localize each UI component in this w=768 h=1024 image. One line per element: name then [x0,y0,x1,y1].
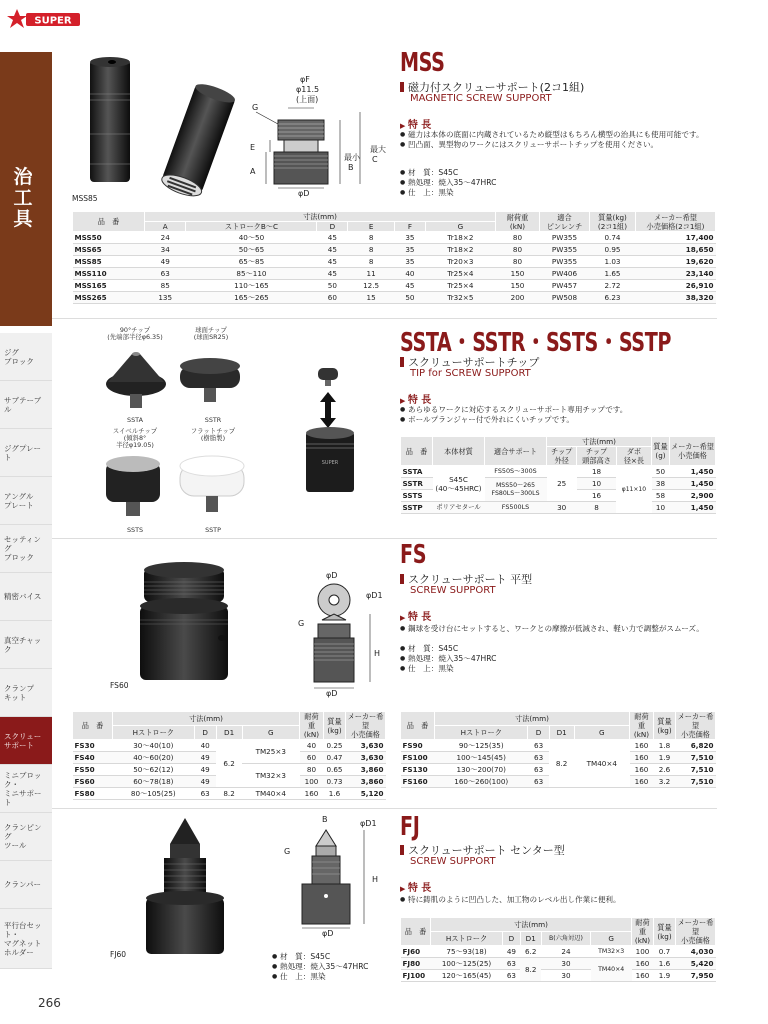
page-number: 266 [38,996,61,1010]
sidebar-item-label: 精密バイス [4,592,42,601]
ssts-top-caption: スイベルチップ (傾斜8° 半径φ19.05) [112,427,158,449]
category-tab [0,52,52,326]
table-row: FS160 160～260(100) 63 160 3.2 7,510 [402,777,714,786]
sidebar-nav [0,333,52,969]
svg-text:φD1: φD1 [366,591,383,600]
fs-product-photo [130,560,240,690]
mss-table: 品 番 寸法(mm) 耐荷重 (kN) 適合 ピンレンチ 質量(kg) (2コ1組) メーカー希望 小売価格(2コ1組) A ストロークB～C D E F G MSS50 24 40～50 45 8 35 Tr18×2 80 PW355 0.74 17,400 MSS65 34 50～65 45 8 35 Tr18×2 80 PW355 0.95 18,650 MSS85 49 65～85 45 8 35 Tr20×3 80 PW355 1.03 19,620 MSS110 63 85～110 45 11 40 Tr25×4 150 PW406 1.65 23,140 MSS165 85 110～165 50 12.5 45 Tr25×4 150 PW457 2.72 26,910 MSS265 135 165～265 60 15 50 Tr32×5 200 PW508 6.23 38,320 [74,212,714,302]
tip-assembly-photo [300,362,370,502]
fs-table-left: 品 番 寸法(mm) 耐荷重 (kN) 質量 (kg) メーカー希望 小売価格 Hストローク D D1 G FS30 30～40(10) 40 6.2 TM25×3 40 0.25 3,630 FS40 40～60(20) 49 60 0.47 3,630 FS50 50～62(12) 49 TM32×3 80 0.65 3,860 FS60 60～78(18) 49 100 0.73 3,860 FS80 80～105(25) 63 8.2 TM40×4 160 1.6 5,120 [74,712,384,798]
svg-text:H: H [372,875,379,884]
table-row: MSS65 34 50～65 45 8 35 Tr18×2 80 PW355 0.95 18,650 [74,245,714,254]
ssta-subtitle-en: TIP for SCREW SUPPORT [410,368,531,379]
sidebar-item-label: クランピング ツール [4,823,42,850]
sstp-top-caption: フラットチップ (樹脂製) [190,427,236,442]
fs-photo-label: FS60 [110,681,129,690]
ssts-sstp-photo [96,454,256,526]
svg-text:φD: φD [298,189,310,198]
category-title: 治工具 [13,166,33,230]
sidebar-item-2[interactable] [0,429,52,477]
list-item: ● 凹凸面、異型物のワークにはスクリューサポートチップを使用ください。 [400,140,718,150]
sidebar-item-5[interactable] [0,573,52,621]
mss-subtitle-en: MAGNETIC SCREW SUPPORT [410,93,552,104]
list-item: ● 仕 上：黒染 [272,972,368,982]
table-row: FS90 90～125(35) 63 8.2 TM40×4 160 1.8 6,820 [401,740,716,752]
table-row: FS30 30～40(10) 40 6.2 TM25×3 40 0.25 3,630 [73,740,386,752]
fj-specs [272,952,368,982]
list-item: ● 材 質：S45C [400,644,496,654]
list-item: ● ボールプランジャー付で外れにくいチップです。 [400,415,718,425]
table-row: MSS110 63 85～110 45 11 40 Tr25×4 150 PW406 1.65 23,140 [74,269,714,278]
mss-features [400,130,718,150]
table-row: MSS85 49 65～85 45 8 35 Tr20×3 80 PW355 1.03 19,620 [74,257,714,266]
fj-features [400,895,718,905]
svg-text:E: E [250,143,256,152]
table-row: MSS50 24 40～50 45 8 35 Tr18×2 80 PW355 0.74 17,400 [74,233,714,242]
svg-text:φ11.5: φ11.5 [296,85,320,94]
fj-photo-label: FJ60 [110,950,127,959]
svg-text:最小: 最小 [344,153,360,162]
svg-text:(上面): (上面) [296,95,319,104]
ssta-top-caption: 90°チップ (先端部半径φ6.35) [107,326,163,341]
sidebar-item-label: ジグプレート [4,443,42,462]
sidebar-item-8[interactable] [0,717,52,765]
svg-text:φD: φD [326,689,338,698]
mss-features-heading: ▶ 特 長 [400,116,431,131]
table-row: FS50 50～62(12) 49 TM32×3 80 0.65 3,860 [73,764,386,776]
sidebar-item-9[interactable] [0,765,52,813]
table-row: FJ80 100～125(25) 63 8.2 30 TM40×4 160 1.6 5,420 [401,958,716,970]
sidebar-item-7[interactable] [0,669,52,717]
list-item: ● 材 質：S45C [272,952,368,962]
svg-text:G: G [252,103,259,112]
sidebar-item-12[interactable] [0,909,52,969]
fj-table: 品 番 寸法(mm) 耐荷重 (kN) 質量 (kg) メーカー希望 小売価格 Hストローク D D1 B(六角対辺) G FJ60 75～93(18) 49 6.2 24 TM32×3 100 0.7 4,030 FJ80 100～125(25) 63 8.2 30 TM40×4 160 1.6 5,420 FJ100 120～165(45) 63 30 160 1.9 7,950 [402,918,714,980]
sidebar-item-11[interactable] [0,861,52,909]
ssta-subtitle-jp: スクリューサポートチップ [400,354,539,370]
sstr-label: SSTR [204,416,222,424]
ssta-sstr-photo [96,344,256,420]
ssta-features [400,405,718,425]
table-row: FS40 40～60(20) 49 60 0.47 3,630 [74,753,384,762]
sstp-label: SSTP [205,526,221,534]
list-item: ● あらゆるワークに対応するスクリューサポート専用チップです。 [400,405,718,415]
list-item: ● 特に鋳肌のように凹凸した、加工物のレベル出し作業に便利。 [400,895,718,905]
svg-text:φD1: φD1 [360,819,377,828]
sidebar-item-4[interactable] [0,525,52,573]
table-row: FJ60 75～93(18) 49 6.2 24 TM32×3 100 0.7 4,030 [402,947,714,956]
table-row: SSTA S45C (40～45HRC) FS50S～300S 25 18 φ11×10 50 1,450 [401,466,716,478]
list-item: ● 材 質：S45C [400,168,496,178]
sstr-top-caption: 球面チップ (球面SR25) [193,326,229,341]
fj-features-heading: ▶ 特 長 [400,879,431,894]
table-row: SSTR MSS50～265 FS80LS～300LS 10 38 1,450 [401,478,716,490]
table-row: MSS265 135 165～265 60 15 50 Tr32×5 200 PW508 6.23 38,320 [74,293,714,302]
svg-text:B: B [322,815,328,824]
sidebar-item-label: アングル プレート [4,491,34,510]
ssta-title: SSTA・SSTR・SSTS・SSTP [400,328,672,358]
fs-features-heading: ▶ 特 長 [400,608,431,623]
svg-text:C: C [372,155,378,164]
divider [52,808,717,809]
fj-product-photo [140,814,230,964]
fj-title: FJ [400,812,420,842]
fs-subtitle-jp: スクリューサポート 平型 [400,571,532,587]
divider [52,318,717,319]
mss-product-photo [80,54,250,204]
ssta-features-heading: ▶ 特 長 [400,391,431,406]
mss-subtitle-jp: 磁力付スクリューサポート(2コ1組) [400,79,584,95]
table-row: FS60 60～78(18) 49 100 0.73 3,860 [74,777,384,786]
svg-text:φD: φD [326,571,338,580]
svg-text:φD: φD [322,929,334,938]
svg-text:H: H [374,649,381,658]
fs-subtitle-en: SCREW SUPPORT [410,585,496,596]
list-item: ● 鋼球を受け台にセットすると、ワークとの摩擦が低減され、軽い力で調整がスムーズ。 [400,624,718,634]
sidebar-item-label: 真空チャック [4,635,42,654]
fj-subtitle-jp: スクリューサポート センター型 [400,842,565,858]
sidebar-item-label: ミニブロック・ ミニサポート [4,770,42,807]
list-item: ● 磁力は本体の底面に内蔵されているため縦型はもちろん横型の治具にも使用可能です。 [400,130,718,140]
svg-text:B: B [348,163,354,172]
svg-text:最大: 最大 [370,145,386,154]
fs-specs [400,644,496,674]
svg-text:A: A [250,167,256,176]
sidebar-item-1[interactable] [0,381,52,429]
mss-specs [400,168,496,198]
svg-text:G: G [298,619,305,628]
list-item: ● 熱処理：焼入35～47HRC [400,178,496,188]
sidebar-item-label: サブテーブル [4,395,42,414]
fj-dimension-diagram [280,812,390,942]
mss-dimension-diagram [248,72,398,204]
sidebar-item-10[interactable] [0,813,52,861]
mss-photo-label: MSS85 [72,194,98,203]
sidebar-item-0[interactable] [0,333,52,381]
fs-dimension-diagram [290,568,400,702]
sidebar-item-6[interactable] [0,621,52,669]
sidebar-item-label: スクリュー サポート [4,731,42,750]
table-row: FJ100 120～165(45) 63 30 160 1.9 7,950 [402,971,714,980]
list-item: ● 熱処理：焼入35～47HRC [400,654,496,664]
svg-text:G: G [284,847,291,856]
svg-text:SUPER: SUPER [321,460,339,466]
super-logo [6,8,82,30]
ssts-label: SSTS [126,526,144,534]
sidebar-item-label: ジグ ブロック [4,347,34,366]
list-item: ● 熱処理：焼入35～47HRC [272,962,368,972]
divider [52,538,717,539]
mss-title: MSS [400,48,445,78]
table-row: FS80 80～105(25) 63 8.2 TM40×4 160 1.6 5,120 [74,789,384,798]
sidebar-item-3[interactable] [0,477,52,525]
list-item: ● 仕 上：黒染 [400,664,496,674]
table-row: SSTS 16 58 2,900 [402,491,714,500]
sidebar-item-label: セッティング ブロック [4,535,41,562]
table-row: MSS165 85 110～165 50 12.5 45 Tr25×4 150 PW457 2.72 26,910 [74,281,714,290]
ssta-label: SSTA [127,416,143,424]
fj-subtitle-en: SCREW SUPPORT [410,856,496,867]
fs-table-right: 品 番 寸法(mm) 耐荷重 (kN) 質量 (kg) メーカー希望 小売価格 Hストローク D D1 G FS90 90～125(35) 63 8.2 TM40×4 160 1.8 6,820 FS100 100～145(45) 63 160 1.9 7,510 FS130 130～200(70) 63 160 2.6 7,510 FS160 160～260(100) 63 160 3.2 7,510 [402,712,714,786]
table-row: FS100 100～145(45) 63 160 1.9 7,510 [402,753,714,762]
table-row: SSTP ポリアセタール FS500LS 30 8 10 1,450 [402,503,714,512]
svg-text:SUPER: SUPER [34,15,72,27]
sidebar-item-label: 平行台セット・ マグネット ホルダー [4,920,42,957]
sidebar-item-label: クランパー [4,880,41,889]
fs-features [400,624,718,634]
ssta-table: 品 番 本体材質 適合サポート 寸法(mm) 質量 (g) メーカー希望 小売価格 チップ 外径 チップ 頭部高さ ダボ 径×長 SSTA S45C (40～45HRC) FS50S～300S 25 18 φ11×10 50 1,450 SSTR MSS50～265 FS80LS～300LS 10 38 1,450 SSTS 16 58 2,900 SSTP ポリアセタール FS500LS 30 8 10 1,450 [402,437,714,512]
list-item: ● 仕 上：黒染 [400,188,496,198]
sidebar-item-label: クランプ キット [4,683,34,702]
fs-title: FS [400,540,427,570]
table-row: FS130 130～200(70) 63 160 2.6 7,510 [402,765,714,774]
svg-text:φF: φF [300,75,310,84]
